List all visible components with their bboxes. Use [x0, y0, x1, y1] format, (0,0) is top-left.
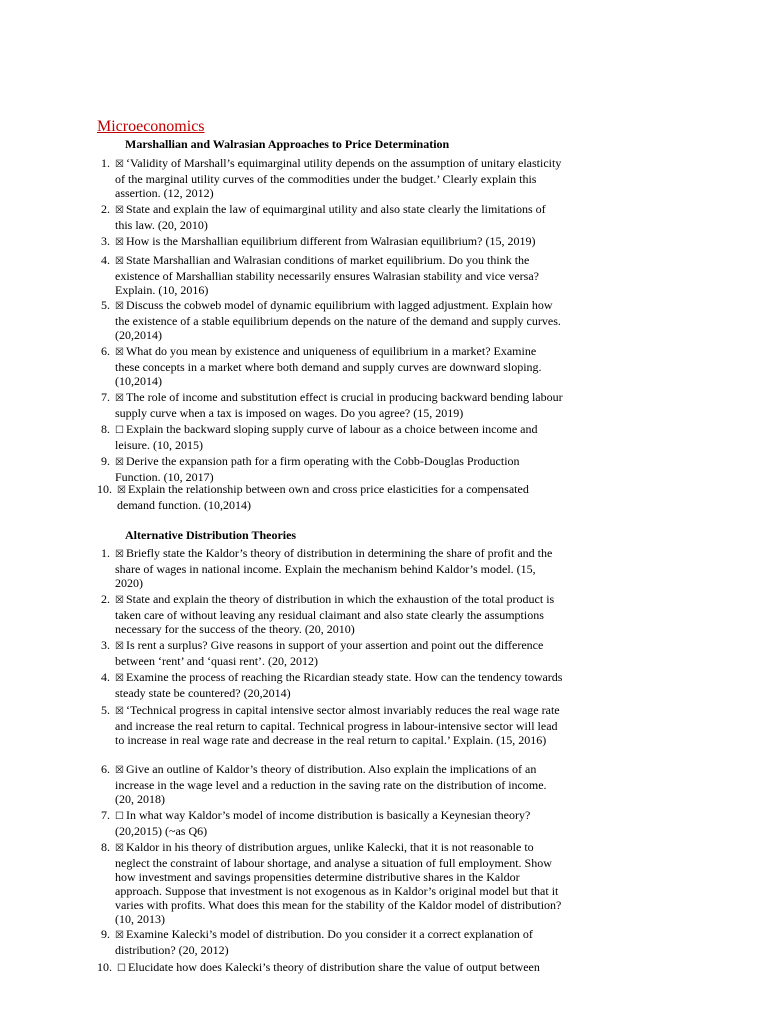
question-number: 10.	[97, 960, 112, 974]
checked-box-icon[interactable]: ☒	[117, 485, 126, 496]
question-body	[117, 960, 565, 976]
question-body	[115, 253, 563, 297]
question-text: What do you mean by existence and uniqueness of equilibrium in a market? Examine these concepts in a market where both demand and supply curves are downward sloping. (10,2014)	[115, 344, 542, 388]
question-body	[115, 156, 563, 200]
question-number: 1.	[101, 156, 110, 170]
checked-box-icon[interactable]: ☒	[115, 205, 124, 216]
checked-box-icon[interactable]: ☒	[115, 256, 124, 267]
unchecked-box-icon[interactable]: ☐	[117, 963, 126, 974]
document-title: Microeconomics	[97, 118, 205, 135]
question-number: 5.	[101, 298, 110, 312]
question-text: The role of income and substitution effect is crucial in producing backward bending labour supply curve when a tax is imposed on wages. Do you agree? (15, 2019)	[115, 390, 563, 420]
question-body	[115, 422, 563, 452]
checked-box-icon[interactable]: ☒	[115, 549, 124, 560]
checked-box-icon[interactable]: ☒	[115, 930, 124, 941]
question-number: 7.	[101, 808, 110, 822]
question-body	[115, 703, 563, 747]
question-body	[115, 202, 563, 232]
question-body	[115, 298, 563, 342]
question-body	[115, 344, 563, 388]
question-body	[117, 482, 565, 512]
question-body	[115, 592, 563, 636]
question-number: 10.	[97, 482, 112, 496]
question-number: 6.	[101, 344, 110, 358]
question-text: Kaldor in his theory of distribution argues, unlike Kalecki, that it is not reasonable to neglect the constraint of labour shortage, and analyse a situation of full employment. Show how investment and savings propensities determine distributive shares in the Kaldor approach. Suppose that investment is not exogenous as in Kaldor’s original model but that it varies with profits. What does this mean for the stability of the Kaldor model of distribution? (10, 2013)	[115, 840, 562, 926]
question-text: Derive the expansion path for a firm operating with the Cobb-Douglas Production Function. (10, 2017)	[115, 454, 520, 484]
checked-box-icon[interactable]: ☒	[115, 765, 124, 776]
question-body	[115, 546, 563, 590]
question-number: 7.	[101, 390, 110, 404]
question-number: 6.	[101, 762, 110, 776]
question-number: 4.	[101, 253, 110, 267]
question-text: Is rent a surplus? Give reasons in support of your assertion and point out the difference between ‘rent’ and ‘quasi rent’. (20, 2012)	[115, 638, 544, 668]
question-body	[115, 234, 563, 250]
question-text: State and explain the theory of distribution in which the exhaustion of the total product is taken care of without leaving any residual claimant and also state clearly the assumptions necessary for the success of the theory. (20, 2010)	[115, 592, 555, 636]
checked-box-icon[interactable]: ☒	[115, 159, 124, 170]
question-body	[115, 390, 563, 420]
question-number: 8.	[101, 422, 110, 436]
checked-box-icon[interactable]: ☒	[115, 641, 124, 652]
question-body	[115, 762, 563, 806]
checked-box-icon[interactable]: ☒	[115, 301, 124, 312]
checked-box-icon[interactable]: ☒	[115, 347, 124, 358]
question-body	[115, 670, 563, 700]
question-number: 9.	[101, 927, 110, 941]
checked-box-icon[interactable]: ☒	[115, 673, 124, 684]
question-number: 2.	[101, 592, 110, 606]
question-text: ‘Validity of Marshall’s equimarginal utility depends on the assumption of unitary elasticity of the marginal utility curves of the commodities under the budget.’ Clearly explain this assertion. (12, 2012)	[115, 156, 562, 200]
question-text: Discuss the cobweb model of dynamic equilibrium with lagged adjustment. Explain how the existence of a stable equilibrium depends on the nature of the demand and supply curves. (20,2014)	[115, 298, 561, 342]
question-body	[115, 840, 563, 926]
question-body	[115, 454, 563, 484]
checked-box-icon[interactable]: ☒	[115, 457, 124, 468]
question-number: 1.	[101, 546, 110, 560]
question-number: 3.	[101, 638, 110, 652]
section-heading-distribution: Alternative Distribution Theories	[125, 528, 297, 542]
checked-box-icon[interactable]: ☒	[115, 595, 124, 606]
question-text: State Marshallian and Walrasian conditions of market equilibrium. Do you think the existence of Marshallian stability necessarily ensures Walrasian stability and vice versa? Explain. (10, 2016)	[115, 253, 540, 297]
question-number: 5.	[101, 703, 110, 717]
unchecked-box-icon[interactable]: ☐	[115, 811, 124, 822]
question-body	[115, 927, 563, 957]
checked-box-icon[interactable]: ☒	[115, 706, 124, 717]
unchecked-box-icon[interactable]: ☐	[115, 425, 124, 436]
checked-box-icon[interactable]: ☒	[115, 393, 124, 404]
question-body	[115, 638, 563, 668]
question-number: 4.	[101, 670, 110, 684]
question-number: 9.	[101, 454, 110, 468]
question-number: 8.	[101, 840, 110, 854]
question-text: In what way Kaldor’s model of income distribution is basically a Keynesian theory? (20,2015) (~as Q6)	[115, 808, 531, 838]
question-text: Explain the relationship between own and cross price elasticities for a compensated demand function. (10,2014)	[117, 482, 529, 512]
question-text: Briefly state the Kaldor’s theory of distribution in determining the share of profit and the share of wages in national income. Explain the mechanism behind Kaldor’s model. (15, 2020)	[115, 546, 553, 590]
question-text: Examine the process of reaching the Ricardian steady state. How can the tendency towards steady state be countered? (20,2014)	[115, 670, 563, 700]
question-text: Give an outline of Kaldor’s theory of distribution. Also explain the implications of an increase in the wage level and a reduction in the saving rate on the distribution of income. (20, 2018)	[115, 762, 547, 806]
question-text: Explain the backward sloping supply curve of labour as a choice between income and leisure. (10, 2015)	[115, 422, 538, 452]
question-text: Examine Kalecki’s model of distribution. Do you consider it a correct explanation of distribution? (20, 2012)	[115, 927, 533, 957]
section-heading-marshallian: Marshallian and Walrasian Approaches to Price Determination	[125, 137, 450, 151]
question-number: 2.	[101, 202, 110, 216]
question-text: State and explain the law of equimarginal utility and also state clearly the limitations of this law. (20, 2010)	[115, 202, 546, 232]
question-text: ‘Technical progress in capital intensive sector almost invariably reduces the real wage rate and increase the real return to capital. Technical progress in labour-intensive sector will lead to increase in real wage rate and decrease in the real return to capital.’ Explain. (15, 2016)	[115, 703, 560, 747]
checked-box-icon[interactable]: ☒	[115, 237, 124, 248]
question-number: 3.	[101, 234, 110, 248]
question-text: Elucidate how does Kalecki’s theory of distribution share the value of output between	[127, 960, 540, 974]
question-text: How is the Marshallian equilibrium different from Walrasian equilibrium? (15, 2019)	[125, 234, 536, 248]
checked-box-icon[interactable]: ☒	[115, 843, 124, 854]
question-body	[115, 808, 563, 838]
